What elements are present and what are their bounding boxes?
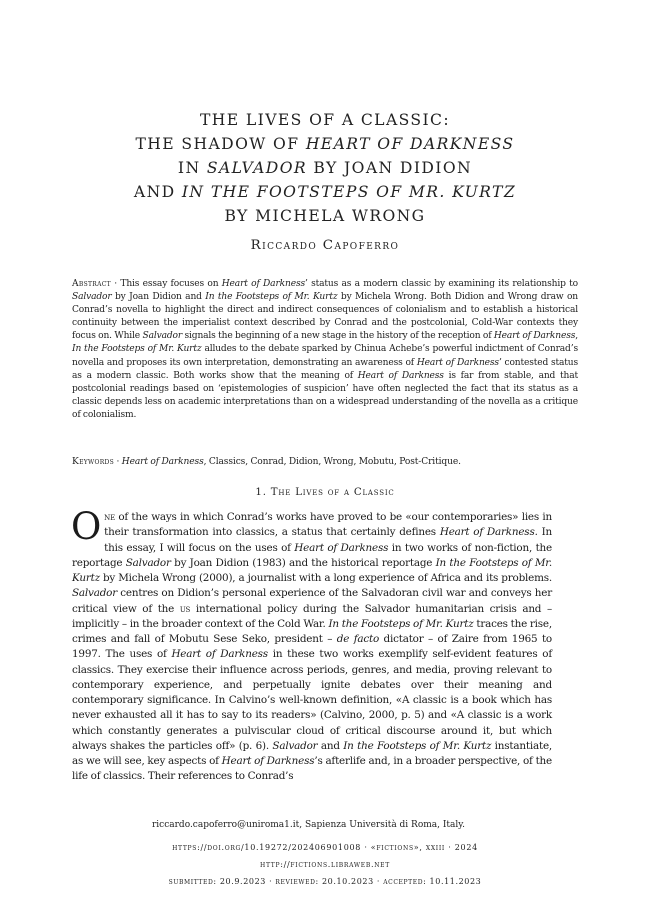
keywords-text: , Classics, Conrad, Didion, Wrong, Mobutu, Post-Critique. bbox=[203, 457, 461, 467]
abstract-text: This essay focuses on bbox=[120, 279, 222, 289]
body-italic: Salvador bbox=[72, 587, 117, 600]
abstract-text: , bbox=[575, 331, 579, 342]
abstract-text: alludes to the debate sparked by Chinua Achebe’s powerful indictment of Conrad’s novella and proposes its own interpretation, demonstrating an awareness of bbox=[72, 344, 578, 368]
abstract-italic: Salvador bbox=[72, 292, 112, 303]
abstract-italic: Heart of Darkness bbox=[221, 279, 305, 289]
body-segment: by Joan Didion (1983) and the historical reportage bbox=[170, 556, 436, 569]
lead-small-caps: ne bbox=[104, 511, 115, 523]
abstract-text: ’ contested status as a modern classic. Both works show that the meaning of bbox=[72, 357, 578, 381]
keywords-label: Keywords bbox=[72, 457, 115, 467]
abstract-text: signals the beginning of a new stage in the history of the reception of bbox=[182, 331, 494, 342]
body-segment: ’s afterlife and, in a broader perspective, of the life of classics. Their references to Conrad’s bbox=[72, 755, 552, 783]
doi-line: https://doi.org/10.19272/202406901008 · «fictions», xxiii · 2024 bbox=[172, 843, 478, 852]
title-text: THE SHADOW OF bbox=[135, 135, 306, 153]
abstract-italic: Heart of Darkness bbox=[357, 370, 444, 381]
body-italic: Heart of Darkness bbox=[294, 541, 389, 554]
body-italic: Salvador bbox=[125, 556, 171, 569]
title-line-1: THE LIVES OF A CLASSIC: bbox=[199, 111, 451, 129]
body-italic: In the Footsteps of Mr. Kurtz bbox=[343, 739, 492, 752]
journal-url: http://fictions.libraweb.net bbox=[260, 860, 390, 869]
abstract bbox=[72, 278, 578, 422]
keywords-separator: · bbox=[114, 457, 122, 467]
keywords bbox=[72, 456, 578, 469]
body-text bbox=[71, 505, 553, 785]
body-segment: in two works of non-fiction, the reportage bbox=[72, 541, 552, 569]
title-italic: SALVADOR bbox=[206, 159, 308, 177]
title-line-3 bbox=[60, 156, 590, 180]
abstract-label: Abstract bbox=[72, 279, 111, 289]
body-italic: In the Footsteps of Mr. Kurtz bbox=[72, 556, 552, 584]
abstract-text: by Michela Wrong. Both Didion and Wrong draw on Conrad’s novella to highlight the direct and indirect consequences of colonialism and to establish a historical continuity between the imperialist context described by Conrad and the postcolonial, Cold-War contexts they focus on. While bbox=[72, 292, 578, 342]
body-small-caps: us bbox=[179, 602, 191, 615]
keywords-italic: Heart of Darkness bbox=[121, 457, 204, 467]
abstract-italic: Salvador bbox=[142, 331, 183, 342]
body-segment: traces the rise, crimes and fall of Mobutu Sese Seko, president – bbox=[72, 617, 552, 645]
section-heading: 1. The Lives of a Classic bbox=[255, 487, 395, 498]
body-segment: by Michela Wrong (2000), a journalist with a long experience of Africa and its problems. bbox=[99, 572, 552, 584]
body-segment: of the ways in which Conrad’s works have proved to be «our contemporaries» lies in their transformation into classics, a status that certainly defines bbox=[104, 511, 552, 539]
body-segment: and bbox=[317, 739, 344, 752]
article-title bbox=[60, 108, 590, 228]
abstract-italic: In the Footsteps of Mr. Kurtz bbox=[72, 344, 202, 355]
abstract-italic: Heart of Darkness bbox=[493, 331, 576, 342]
title-text: BY JOAN DIDION bbox=[307, 159, 473, 177]
abstract-italic: In the Footsteps of Mr. Kurtz bbox=[205, 292, 338, 303]
body-italic: Heart of Darkness bbox=[221, 755, 315, 767]
body-italic: In the Footsteps of Mr. Kurtz bbox=[328, 617, 474, 630]
submission-dates: submitted: 20.9.2023 · reviewed: 20.10.2023 · accepted: 10.11.2023 bbox=[168, 877, 482, 886]
body-segment: centres on Didion’s personal experience of the Salvadoran civil war and conveys her critical view of the bbox=[72, 587, 552, 615]
body-segment: international policy during the Salvador humanitarian crisis and – implicitly – in the broader context of the Cold War. bbox=[72, 602, 552, 630]
abstract-text: by Joan Didion and bbox=[111, 292, 206, 303]
title-italic: HEART OF DARKNESS bbox=[305, 135, 515, 153]
body-italic: de facto bbox=[336, 633, 379, 645]
title-line-5: BY MICHELA WRONG bbox=[224, 207, 426, 225]
body-segment: instantiate, as we will see, key aspects of bbox=[72, 739, 553, 767]
title-line-4 bbox=[60, 180, 590, 204]
author-email-footnote: riccardo.capoferro@uniroma1.it, Sapienza Università di Roma, Italy. bbox=[152, 820, 466, 830]
abstract-separator: · bbox=[110, 279, 121, 289]
drop-cap: O bbox=[71, 505, 102, 548]
body-segment: . In this essay, I will focus on the uses of bbox=[104, 526, 552, 554]
title-italic: IN THE FOOTSTEPS OF MR. KURTZ bbox=[181, 183, 517, 201]
title-line-2 bbox=[60, 132, 590, 156]
body-italic: Heart of Darkness bbox=[171, 648, 268, 661]
author-name: Riccardo Capoferro bbox=[250, 238, 400, 253]
title-text: IN bbox=[177, 159, 207, 177]
body-segment: in these two works exemplify self-evident features of classics. They exercise their influence across periods, genres, and media, proving relevant to contemporary experience, and perpetually ignite debates over their meaning and contemporary significance. In Calvino’s well-known definition, «A classic is a book which has never exhausted all it has to say to its readers» (Calvino, 2000, p. 5) and «A classic is a work which constantly generates a pulviscular cloud of critical discourse around it, but which always shakes the particles off» (p. 6). bbox=[72, 648, 552, 752]
abstract-text: ’ status as a modern classic by examining its relationship to bbox=[304, 279, 578, 289]
abstract-italic: Heart of Darkness bbox=[416, 357, 499, 368]
body-italic: Salvador bbox=[272, 739, 318, 752]
body-segment: dictator – of Zaire from 1965 to 1997. The uses of bbox=[72, 633, 552, 661]
abstract-text: is far from stable, and that postcolonial readings based on ‘epistemologies of suspicion’ have often neglected the fact that its status as a classic depends less on academic interpretations than on a widespread understanding of the novella as a critique of colonialism. bbox=[72, 370, 578, 420]
body-italic: Heart of Darkness bbox=[439, 526, 535, 539]
title-text: AND bbox=[133, 183, 182, 201]
